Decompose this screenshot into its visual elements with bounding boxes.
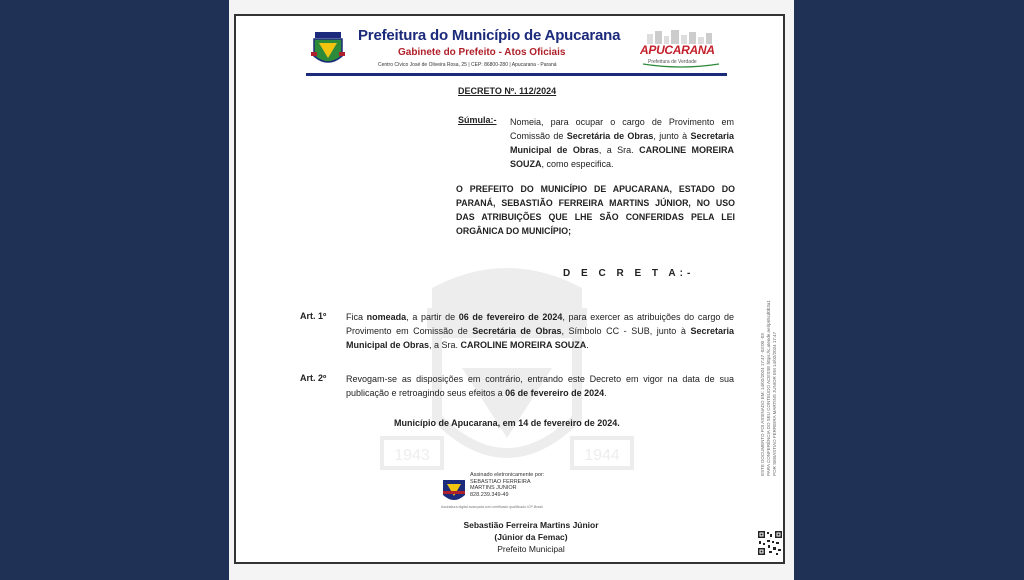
decree-number: DECRETO Nº. 112/2024 — [458, 86, 557, 96]
sumula-label: Súmula:- — [458, 115, 497, 125]
municipal-crest-icon — [311, 30, 345, 68]
qr-code-icon[interactable] — [757, 530, 783, 556]
header-subtitle: Gabinete do Prefeito - Atos Oficiais — [398, 47, 566, 58]
watermark-year-left: 1943 — [394, 447, 430, 464]
header-address: Centro Cívico José de Oliveira Rosa, 25 | CEP: 86800-280 | Apucarana - Paraná — [378, 62, 557, 68]
verification-side-stamp: ESTE DOCUMENTO FOI ASSINADO EM: 14/02/2024 17:47 -03:00 -03 PARA CONFERÊNCIA DO SEU CONTEÚDO ACESSE https://c.atende.net/p65cd0b3a1 POR SEBASTIAO FERREIRA MARTINS JUNIOR EM 14/02/2024 17:47 — [760, 299, 777, 476]
sumula-text: Nomeia, para ocupar o cargo de Provimento em Comissão de Secretária de Obras, junto à Secretaria Municipal de Obras, a Sra. CAROLINE MOREIRA SOUZA, como especifica. — [510, 117, 735, 169]
signature-seal-icon — [441, 477, 467, 505]
signatory-role: Prefeito Municipal — [497, 544, 565, 554]
signature-certificate-note: Assinatura digital avançada com certificado qualificado ICP-Brasil — [441, 505, 543, 509]
signatory-nickname: (Júnior da Femac) — [494, 532, 568, 542]
article-2-text: Revogam-se as disposições em contrário, entrando este Decreto em vigor na data de sua publicação e retroagindo seus efeitos a 06 de fevereiro de 2024. — [346, 374, 734, 398]
article-1-text: Fica nomeada, a partir de 06 de fevereiro de 2024, para exercer as atribuições do cargo de Provimento em Comissão de Secretária de Obras, Símbolo CC - SUB, junto à Secretaria Municipal de Obras, a Sra. CAROLINE MOREIRA SOUZA. — [346, 312, 734, 350]
article-2-label: Art. 2º — [300, 373, 327, 383]
signatory-name: Sebastião Ferreira Martins Júnior — [463, 520, 599, 530]
decreta-heading: D E C R E T A:- — [563, 268, 695, 279]
article-1-label: Art. 1º — [300, 311, 327, 321]
watermark-year-right: 1944 — [584, 447, 620, 464]
preamble-text: O PREFEITO DO MUNICÍPIO DE APUCARANA, ESTADO DO PARANÁ, SEBASTIÃO FERREIRA MARTINS JÚNIOR, NO USO DAS ATRIBUIÇÕES QUE LHE SÃO CONFERIDAS PELA LEI ORGÂNICA DO MUNICÍPIO; — [456, 184, 735, 236]
header-title: Prefeitura do Município de Apucarana — [358, 27, 621, 44]
place-and-date: Município de Apucarana, em 14 de fevereiro de 2024. — [394, 418, 620, 428]
logo-wordmark: APUCARANA — [640, 43, 715, 57]
signatory-block — [431, 519, 631, 555]
header-divider — [306, 73, 727, 76]
electronic-signature-text: Assinado eletronicamente por: SEBASTIAO FERREIRA MARTINS JUNIOR 828.239.349-49 — [470, 472, 545, 498]
logo-tagline: Prefeitura de Verdade — [648, 59, 697, 65]
